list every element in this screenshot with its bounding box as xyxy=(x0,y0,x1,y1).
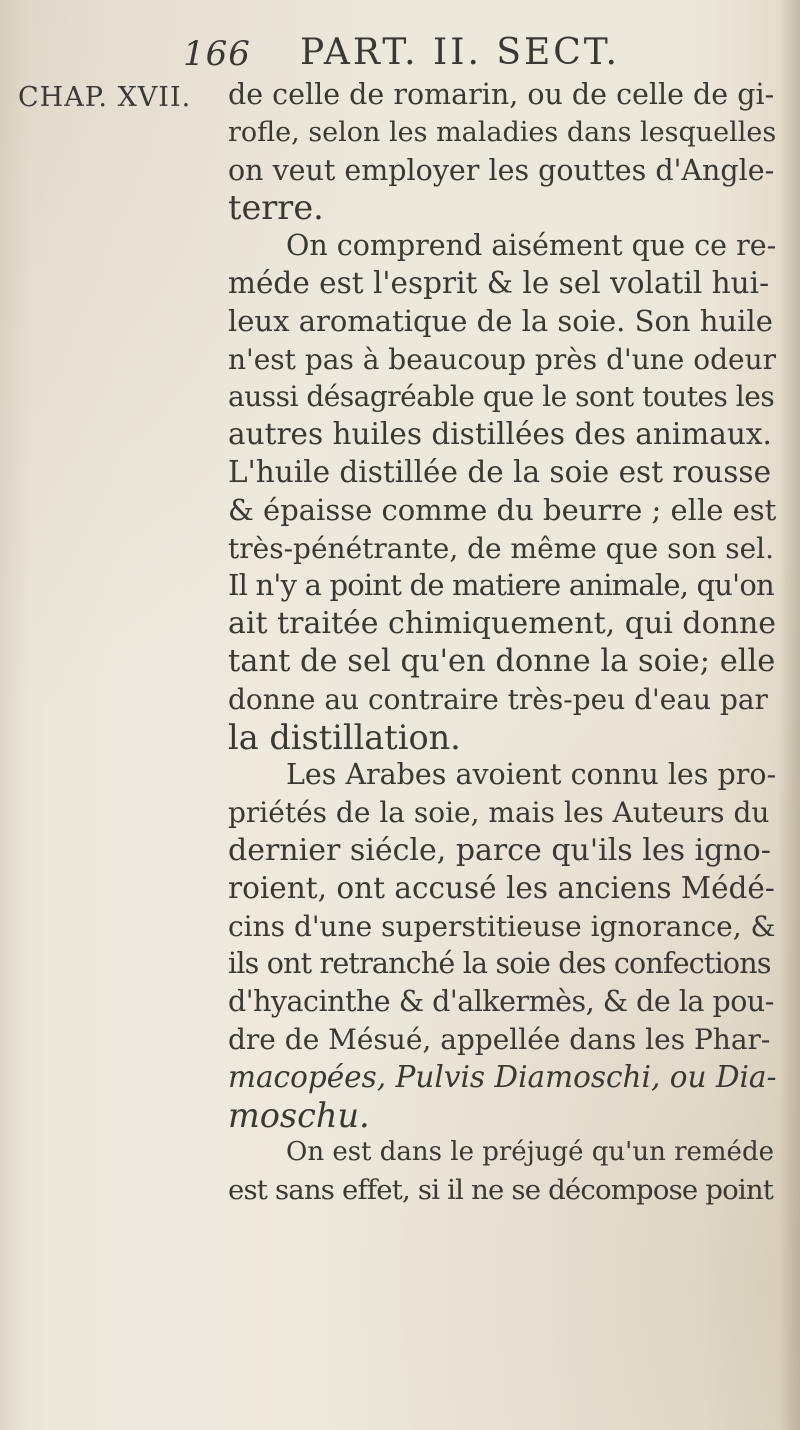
text-line: macopées, Pulvis Diamoschi, ou Dia- xyxy=(228,1059,777,1094)
text-line: On comprend aisément que ce re- xyxy=(286,229,777,263)
text-line: & épaisse comme du beurre ; elle est xyxy=(228,492,777,527)
text-line: est sans effet, si il ne se décompose point xyxy=(228,1174,774,1207)
text-line: de celle de romarin, ou de celle de gi- xyxy=(228,78,775,111)
text-line: terre. xyxy=(228,188,324,228)
text-line: cins d'une superstitieuse ignorance, & xyxy=(228,909,776,943)
text-line: méde est l'esprit & le sel volatil hui- xyxy=(228,265,770,300)
text-line: Les Arabes avoient connu les pro- xyxy=(286,758,777,792)
page-edge-shadow xyxy=(778,0,800,1430)
text-line: n'est pas à beaucoup près d'une odeur xyxy=(228,342,776,376)
page-number: 166 xyxy=(183,34,251,74)
text-line: ils ont retranché la soie des confections xyxy=(228,947,771,981)
text-line: L'huile distillée de la soie est rousse xyxy=(228,454,772,489)
text-line: la distillation. xyxy=(228,717,461,757)
text-line: Il n'y a point de matiere animale, qu'on xyxy=(228,568,774,603)
text-line: moschu. xyxy=(228,1095,370,1135)
margin-chapter-note: CHAP. XVII. xyxy=(18,82,192,113)
running-head: PART. II. SECT. xyxy=(300,32,620,73)
text-line: leux aromatique de la soie. Son huile xyxy=(228,303,773,338)
text-line: dernier siécle, parce qu'ils les igno- xyxy=(228,832,771,868)
text-line: on veut employer les gouttes d'Angle- xyxy=(228,153,775,187)
text-line: autres huiles distillées des animaux. xyxy=(228,417,772,452)
text-line: dre de Mésué, appellée dans les Phar- xyxy=(228,1022,771,1056)
text-line: tant de sel qu'en donne la soie; elle xyxy=(228,643,776,679)
text-line: donne au contraire très-peu d'eau par xyxy=(228,682,768,716)
text-line: d'hyacinthe & d'alkermès, & de la pou- xyxy=(228,985,774,1019)
text-line: ait traitée chimiquement, qui donne xyxy=(228,606,777,642)
text-line: aussi désagréable que le sont toutes les xyxy=(228,380,775,414)
text-line: priétés de la soie, mais les Auteurs du xyxy=(228,796,770,830)
text-line: On est dans le préjugé qu'un reméde xyxy=(286,1137,774,1168)
page-header xyxy=(0,28,800,78)
text-line: très-pénétrante, de même que son sel. xyxy=(228,531,775,565)
text-line: rofle, selon les maladies dans lesquelles xyxy=(228,116,777,148)
text-line: roient, ont accusé les anciens Médé- xyxy=(228,870,775,905)
body-text xyxy=(228,76,776,1210)
